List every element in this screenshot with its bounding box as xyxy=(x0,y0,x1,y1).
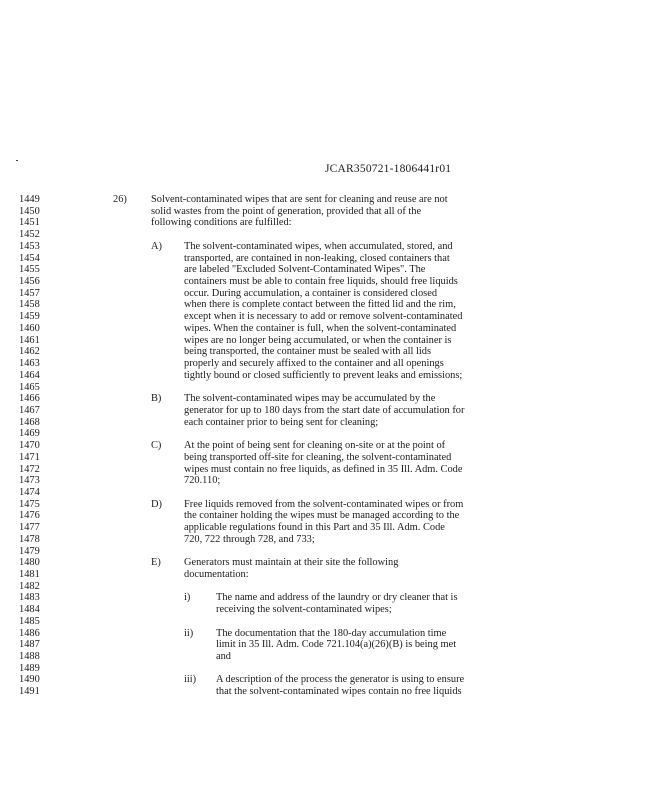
line-text: The solvent-contaminated wipes may be accumulated by the xyxy=(184,393,436,405)
line-number: 1453 xyxy=(19,240,40,252)
line-text: wipes must contain no free liquids, as defined in 35 Ill. Adm. Code xyxy=(184,463,463,475)
line-number: 1475 xyxy=(19,498,40,510)
line-number: 1465 xyxy=(19,381,40,393)
subsection-label: D) xyxy=(151,498,162,510)
line-text: wipes are no longer being accumulated, or when the container is xyxy=(184,334,452,346)
line-number: 1481 xyxy=(19,569,40,580)
line-text: tightly bound or closed sufficiently to prevent leaks and emissions; xyxy=(184,369,463,381)
line-number: 1451 xyxy=(19,217,40,229)
line-number: 1455 xyxy=(19,264,40,276)
line-number: 1450 xyxy=(19,205,40,217)
line-number: 1471 xyxy=(19,451,40,463)
item-label: ii) xyxy=(184,627,194,639)
line-number: 1457 xyxy=(19,287,40,299)
line-number: 1468 xyxy=(19,416,40,428)
line-number: 1463 xyxy=(19,358,40,370)
line-number: 1454 xyxy=(19,252,40,264)
line-text: when there is complete contact between the fitted lid and the rim, xyxy=(184,299,456,311)
line-number: 1467 xyxy=(19,404,40,416)
line-text: except when it is necessary to add or remove solvent-contaminated xyxy=(184,311,463,323)
line-number: 1487 xyxy=(19,639,40,651)
subsection-label: C) xyxy=(151,440,162,452)
subsection-label: A) xyxy=(151,240,162,252)
section-number: 26) xyxy=(113,194,127,205)
line-number: 1489 xyxy=(19,662,40,674)
line-text: limit in 35 Ill. Adm. Code 721.104(a)(26)(B) is being met xyxy=(216,639,457,651)
line-text: A description of the process the generator is using to ensure xyxy=(216,674,465,686)
line-text: documentation: xyxy=(184,569,249,580)
line-number: 1476 xyxy=(19,510,40,522)
subsection-label: E) xyxy=(151,557,161,569)
line-number: 1458 xyxy=(19,299,40,311)
line-number: 1474 xyxy=(19,486,40,498)
line-text: each container prior to being sent for cleaning; xyxy=(184,416,379,428)
subsection-label: B) xyxy=(151,393,162,405)
line-text: The solvent-contaminated wipes, when accumulated, stored, and xyxy=(184,240,453,252)
line-number: 1484 xyxy=(19,604,40,616)
line-text: Free liquids removed from the solvent-contaminated wipes or from xyxy=(184,498,464,510)
line-number: 1452 xyxy=(19,229,40,241)
line-text: wipes. When the container is full, when the solvent-contaminated xyxy=(184,322,457,334)
line-number: 1456 xyxy=(19,276,40,288)
line-number: 1449 xyxy=(19,194,40,205)
document-id-header: JCAR350721-1806441r01 xyxy=(325,163,452,175)
line-number: 1459 xyxy=(19,311,40,323)
line-text: are labeled "Excluded Solvent-Contaminated Wipes". The xyxy=(184,264,426,276)
line-text: 720.110; xyxy=(184,475,221,487)
line-text: and xyxy=(216,651,232,663)
line-text: containers must be able to contain free liquids, should free liquids xyxy=(184,276,458,288)
line-number: 1461 xyxy=(19,334,40,346)
line-text: properly and securely affixed to the container and all openings xyxy=(184,358,444,370)
line-number: 1490 xyxy=(19,674,40,686)
line-number: 1477 xyxy=(19,522,40,534)
line-number: 1485 xyxy=(19,615,40,627)
line-number: 1472 xyxy=(19,463,40,475)
margin-mark xyxy=(16,160,18,161)
line-number: 1480 xyxy=(19,557,40,569)
line-text: solid wastes from the point of generation, provided that all of the xyxy=(151,205,422,217)
line-text: the container holding the wipes must be managed according to the xyxy=(184,510,460,522)
line-text: transported, are contained in non-leaking, closed containers that xyxy=(184,252,450,264)
line-text: Solvent-contaminated wipes that are sent for cleaning and reuse are not xyxy=(151,194,448,205)
item-label: iii) xyxy=(184,674,197,686)
line-number: 1469 xyxy=(19,428,40,440)
line-text: following conditions are fulfilled: xyxy=(151,217,292,229)
line-text: The name and address of the laundry or dry cleaner that is xyxy=(216,592,458,604)
line-number: 1460 xyxy=(19,322,40,334)
line-text: At the point of being sent for cleaning on-site or at the point of xyxy=(184,440,446,452)
line-text: receiving the solvent-contaminated wipes; xyxy=(216,604,392,616)
line-number: 1470 xyxy=(19,440,40,452)
line-text: applicable regulations found in this Part and 35 Ill. Adm. Code xyxy=(184,522,445,534)
line-text: The documentation that the 180-day accumulation time xyxy=(216,627,447,639)
line-text: Generators must maintain at their site the following xyxy=(184,557,399,569)
line-number: 1478 xyxy=(19,533,40,545)
line-number: 1473 xyxy=(19,475,40,487)
line-text: that the solvent-contaminated wipes contain no free liquids xyxy=(216,686,462,698)
line-number: 1488 xyxy=(19,651,40,663)
item-label: i) xyxy=(184,592,191,604)
line-text: generator for up to 180 days from the start date of accumulation for xyxy=(184,404,465,416)
line-text: 720, 722 through 728, and 733; xyxy=(184,533,315,545)
line-text: being transported off-site for cleaning, the solvent-contaminated xyxy=(184,451,452,463)
line-number: 1479 xyxy=(19,545,40,557)
line-number: 1462 xyxy=(19,346,40,358)
line-number: 1486 xyxy=(19,627,40,639)
line-number: 1483 xyxy=(19,592,40,604)
line-number: 1491 xyxy=(19,686,40,698)
line-number: 1466 xyxy=(19,393,40,405)
line-number: 1464 xyxy=(19,369,40,381)
line-text: occur. During accumulation, a container is considered closed xyxy=(184,287,438,299)
line-text: being transported, the container must be sealed with all lids xyxy=(184,346,432,358)
line-number: 1482 xyxy=(19,580,40,592)
